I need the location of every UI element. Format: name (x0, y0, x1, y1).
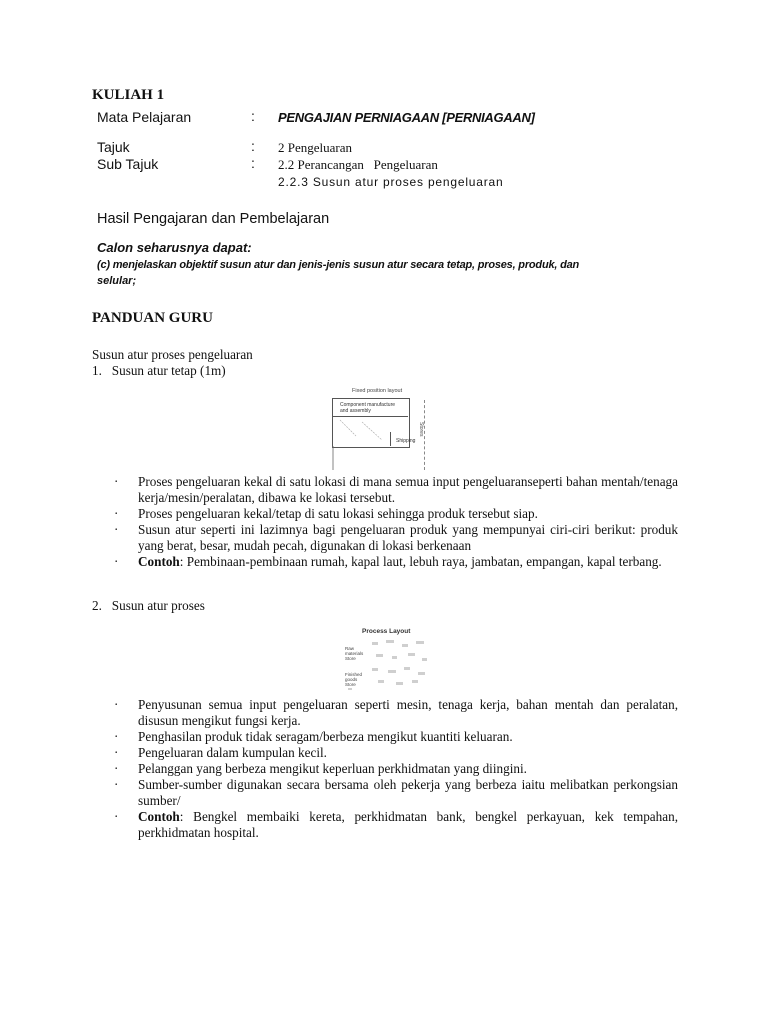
meta-sep-subject: : (251, 108, 255, 124)
candidate-heading: Calon seharusnya dapat: (97, 240, 252, 255)
list-item (114, 697, 678, 729)
bullet-dot: · (114, 729, 119, 744)
list-item (114, 777, 678, 809)
objective-line-2: selular; (97, 275, 137, 287)
figure-2-label-1: Raw materials Store (345, 646, 364, 661)
intro-text: Susun atur proses pengeluaran (92, 347, 253, 362)
list-item-text (138, 809, 678, 841)
meta-sep-topic: : (251, 138, 255, 154)
figure-1-title: Fixed position layout (352, 388, 403, 394)
list-item-text: Penghasilan produk tidak seragam/berbeza mengikut kuantiti keluaran. (138, 729, 513, 744)
figure-1-side-label: Shipping (396, 438, 416, 444)
bullet-dot: · (114, 474, 119, 489)
example-label: Contoh (138, 809, 180, 824)
list-item-text: Penyusunan semua input pengeluaran seperti mesin, tenaga kerja, bahan mentah dan peralatan, disusun mengikut fungsi kerja. (138, 697, 678, 728)
bullet-dot: · (114, 777, 119, 792)
list-item-text (138, 554, 678, 570)
list-item (114, 729, 678, 745)
section-1-title: 1. Susun atur tetap (1m) (92, 363, 226, 378)
figure-1-lines (332, 416, 410, 472)
list-item (114, 474, 678, 506)
bullet-dot: · (114, 554, 119, 569)
list-item (114, 522, 678, 554)
list-item-text: Pelanggan yang berbeza mengikut keperluan perkhidmatan yang diingini. (138, 761, 527, 776)
list-item (114, 506, 678, 522)
bullet-dot: · (114, 745, 119, 760)
fixed-layout-figure (330, 388, 438, 472)
list-item-text: Proses pengeluaran kekal/tetap di satu lokasi sehingga produk tersebut siap. (138, 506, 538, 521)
list-item (114, 745, 678, 761)
list-item-text: Pengeluaran dalam kumpulan kecil. (138, 745, 327, 760)
bullet-dot: · (114, 522, 119, 537)
bullet-dot: · (114, 697, 119, 712)
bullet-dot: · (114, 506, 119, 521)
list-item (114, 554, 678, 570)
figure-2-label-2: Finished goods Store (345, 672, 363, 687)
example-label: Contoh (138, 554, 180, 569)
figure-2-title: Process Layout (362, 628, 411, 635)
bullet-dot: · (114, 809, 119, 824)
meta-label-topic: Tajuk (97, 139, 130, 155)
section-1-bullets (114, 474, 678, 570)
list-item-text: Susun atur seperti ini lazimnya bagi pengeluaran produk yang mempunyai ciri-ciri berikut: produk yang berat, besar, mudah pecah, digunakan di lokasi berkenaan (138, 522, 678, 553)
objective-line-1: (c) menjelaskan objektif susun atur dan jenis-jenis susun atur secara tetap, proses, produk, dan (97, 259, 580, 271)
bullet-dot: · (114, 761, 119, 776)
process-layout-figure (342, 626, 434, 692)
meta-label-subtopic: Sub Tajuk (97, 156, 159, 172)
topic-value: 2 Pengeluaran (278, 140, 353, 155)
lecture-title: KULIAH 1 (92, 87, 165, 103)
guide-heading: PANDUAN GURU (92, 310, 213, 326)
list-item (114, 809, 678, 841)
outcomes-heading: Hasil Pengajaran dan Pembelajaran (97, 211, 330, 227)
example-text: : Pembinaan-pembinaan rumah, kapal laut, lebuh raya, jambatan, empangan, kapal terbang. (179, 554, 662, 569)
figure-1-side-line (424, 400, 425, 470)
meta-label-subject: Mata Pelajaran (97, 109, 192, 125)
section-2-title: 2. Susun atur proses (92, 598, 205, 613)
subject-value: PENGAJIAN PERNIAGAAN [PERNIAGAAN] (278, 110, 535, 125)
subtopic-value: 2.2 Perancangan Pengeluaran (278, 157, 438, 172)
list-item (114, 761, 678, 777)
example-text: : Bengkel membaiki kereta, perkhidmatan bank, bengkel perkayuan, kek tempahan, perkhidmatan hospital. (138, 809, 678, 840)
list-item-text: Sumber-sumber digunakan secara bersama oleh pekerja yang berbeza iaitu melibatkan perkongsian sumber/ (138, 777, 678, 808)
figure-2-dots (342, 636, 434, 692)
list-item-text: Proses pengeluaran kekal di satu lokasi di mana semua input pengeluaranseperti bahan mentah/tenaga kerja/mesin/peralatan, dibawa ke lokasi tersebut. (138, 474, 678, 505)
figure-1-vertical-label: Stores (418, 422, 424, 437)
figure-1-box-label: Component manufacture and assembly (340, 402, 396, 414)
section-2-bullets (114, 697, 678, 841)
meta-sep-subtopic: : (251, 155, 255, 171)
subtopic-value-2: 2.2.3 Susun atur proses pengeluaran (278, 175, 504, 189)
